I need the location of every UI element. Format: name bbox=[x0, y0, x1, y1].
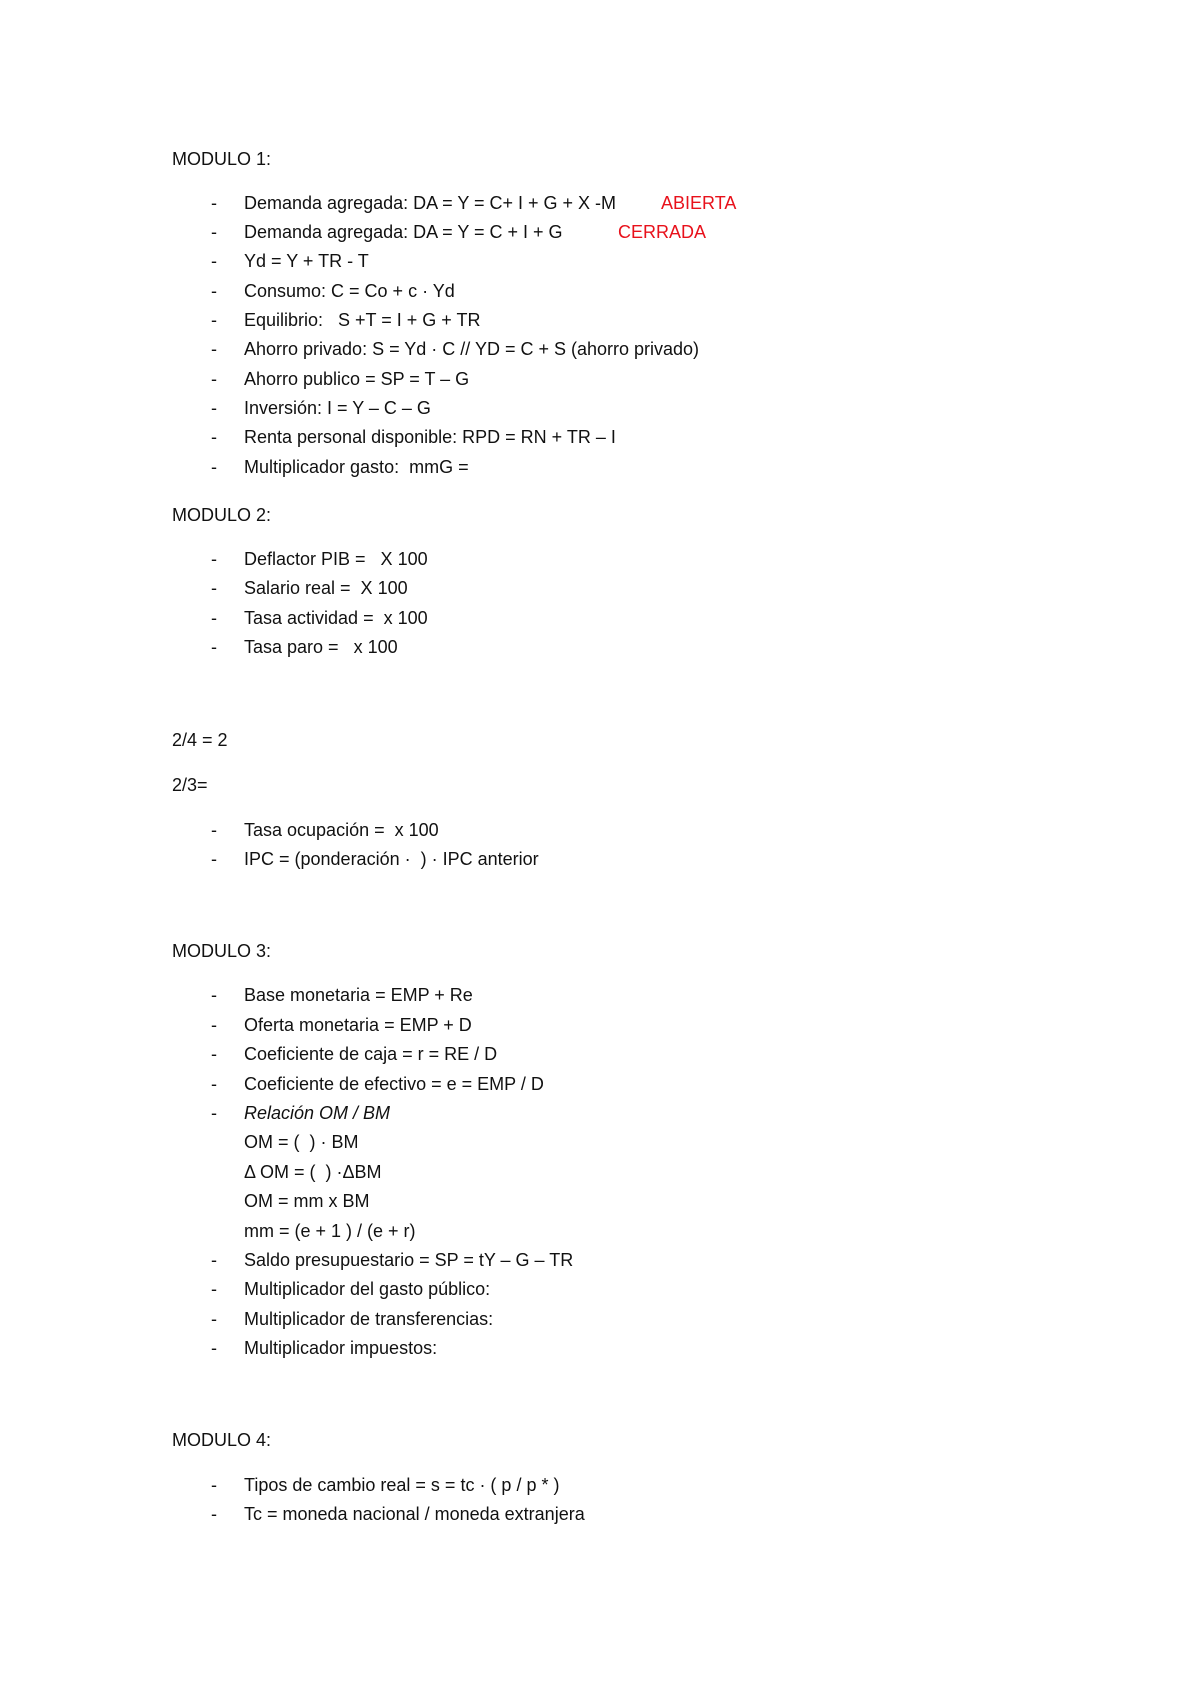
formula-multiplicador-impuestos: Multiplicador impuestos: bbox=[244, 1338, 438, 1358]
bullet: - bbox=[211, 339, 217, 359]
bullet: - bbox=[211, 1504, 217, 1524]
formula-equilibrio: Equilibrio: S +T = I + G + TR bbox=[244, 310, 481, 330]
relacion-om-bm-heading: Relación OM / BM bbox=[244, 1103, 391, 1123]
formula-tasa-actividad: Tasa actividad = x 100 bbox=[244, 608, 428, 628]
note-fraction-1: 2/4 = 2 bbox=[172, 730, 228, 750]
formula-om-mm: OM = mm x BM bbox=[244, 1191, 370, 1211]
formula-salario-real: Salario real = X 100 bbox=[244, 578, 408, 598]
formula-consumo: Consumo: C = Co + c · Yd bbox=[244, 281, 455, 301]
bullet: - bbox=[211, 608, 217, 628]
bullet: - bbox=[211, 1015, 217, 1035]
tag-cerrada: CERRADA bbox=[618, 222, 707, 242]
formula-tc: Tc = moneda nacional / moneda extranjera bbox=[244, 1504, 585, 1524]
formula-tasa-paro: Tasa paro = x 100 bbox=[244, 637, 398, 657]
bullet: - bbox=[211, 1074, 217, 1094]
bullet: - bbox=[211, 281, 217, 301]
note-fraction-2: 2/3= bbox=[172, 775, 208, 795]
modulo-3-heading: MODULO 3: bbox=[172, 941, 272, 961]
formula-demanda-abierta: Demanda agregada: DA = Y = C+ I + G + X -M bbox=[244, 193, 617, 213]
bullet: - bbox=[211, 1475, 217, 1495]
bullet: - bbox=[211, 820, 217, 840]
bullet: - bbox=[211, 985, 217, 1005]
formula-multiplicador-transferencias: Multiplicador de transferencias: bbox=[244, 1309, 494, 1329]
bullet: - bbox=[211, 457, 217, 477]
bullet: - bbox=[211, 369, 217, 389]
bullet: - bbox=[211, 637, 217, 657]
bullet: - bbox=[211, 310, 217, 330]
formula-renta-personal: Renta personal disponible: RPD = RN + TR – I bbox=[244, 427, 616, 447]
formula-ahorro-publico: Ahorro publico = SP = T – G bbox=[244, 369, 470, 389]
bullet: - bbox=[211, 193, 217, 213]
formula-tasa-ocupacion: Tasa ocupación = x 100 bbox=[244, 820, 439, 840]
formula-ahorro-privado: Ahorro privado: S = Yd · C // YD = C + S (ahorro privado) bbox=[244, 339, 700, 359]
bullet: - bbox=[211, 1103, 217, 1123]
tag-abierta: ABIERTA bbox=[661, 193, 737, 213]
bullet: - bbox=[211, 849, 217, 869]
formula-deflactor-pib: Deflactor PIB = X 100 bbox=[244, 549, 428, 569]
modulo-4-heading: MODULO 4: bbox=[172, 1430, 272, 1450]
formula-demanda-cerrada: Demanda agregada: DA = Y = C + I + G bbox=[244, 222, 563, 242]
formula-base-monetaria: Base monetaria = EMP + Re bbox=[244, 985, 473, 1005]
formula-tipo-cambio-real: Tipos de cambio real = s = tc · ( p / p * ) bbox=[244, 1475, 560, 1495]
modulo-1-heading: MODULO 1: bbox=[172, 149, 272, 169]
formula-multiplicador-gasto: Multiplicador gasto: mmG = bbox=[244, 457, 469, 477]
formula-yd: Yd = Y + TR - T bbox=[244, 251, 369, 271]
formula-mm: mm = (e + 1 ) / (e + r) bbox=[244, 1221, 416, 1241]
formula-oferta-monetaria: Oferta monetaria = EMP + D bbox=[244, 1015, 472, 1035]
bullet: - bbox=[211, 1338, 217, 1358]
formula-om: OM = ( ) · BM bbox=[244, 1132, 359, 1152]
modulo-2-heading: MODULO 2: bbox=[172, 505, 272, 525]
bullet: - bbox=[211, 578, 217, 598]
bullet: - bbox=[211, 251, 217, 271]
bullet: - bbox=[211, 427, 217, 447]
bullet: - bbox=[211, 1044, 217, 1064]
formula-inversion: Inversión: I = Y – C – G bbox=[244, 398, 431, 418]
bullet: - bbox=[211, 1309, 217, 1329]
bullet: - bbox=[211, 1250, 217, 1270]
formula-delta-om: Δ OM = ( ) ·ΔBM bbox=[244, 1162, 382, 1182]
formula-ipc: IPC = (ponderación · ) · IPC anterior bbox=[244, 849, 539, 869]
bullet: - bbox=[211, 549, 217, 569]
formula-coeficiente-caja: Coeficiente de caja = r = RE / D bbox=[244, 1044, 498, 1064]
bullet: - bbox=[211, 222, 217, 242]
formula-multiplicador-gasto-publico: Multiplicador del gasto público: bbox=[244, 1279, 491, 1299]
formula-coeficiente-efectivo: Coeficiente de efectivo = e = EMP / D bbox=[244, 1074, 544, 1094]
formula-saldo-presupuestario: Saldo presupuestario = SP = tY – G – TR bbox=[244, 1250, 574, 1270]
bullet: - bbox=[211, 1279, 217, 1299]
bullet: - bbox=[211, 398, 217, 418]
